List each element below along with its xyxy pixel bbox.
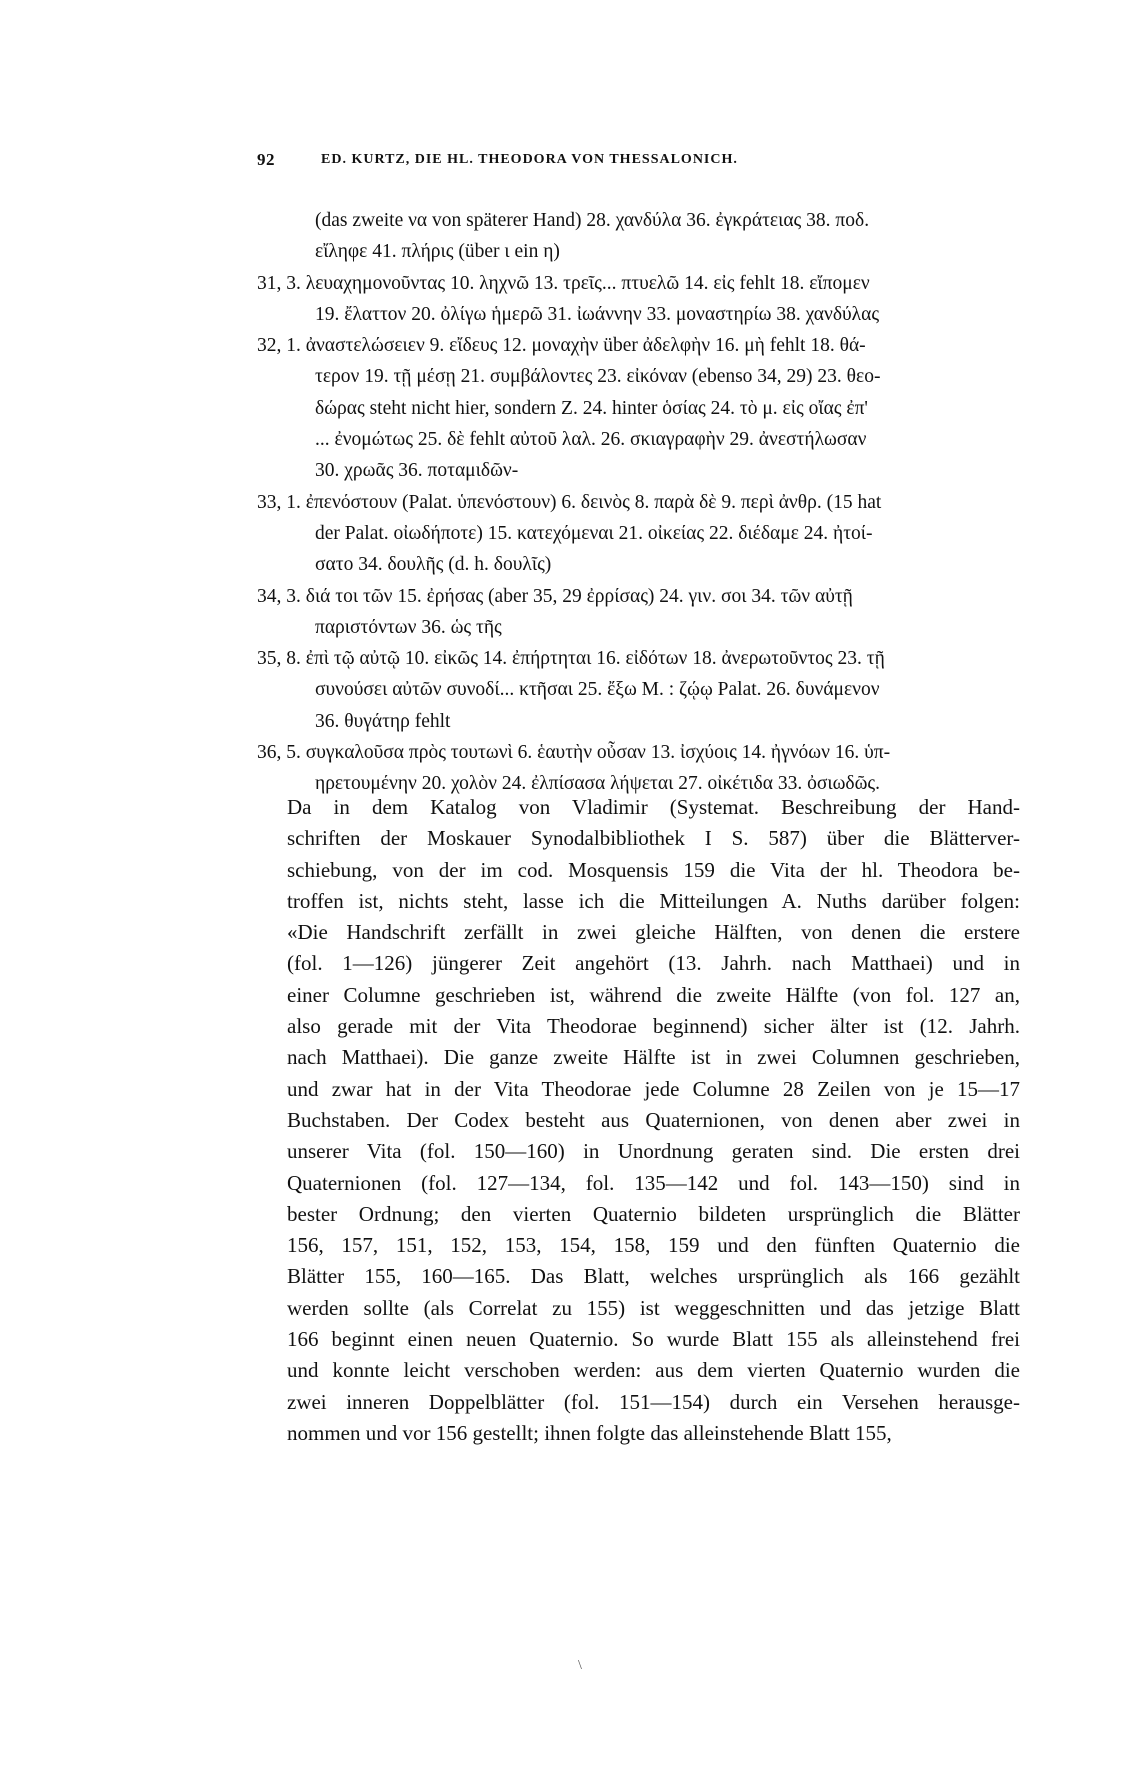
apparatus-line: 33, 1. ἐπενόστουν (Palat. ὑπενόστουν) 6. δεινὸς 8. παρὰ δὲ 9. περὶ ἀνθρ. (15 hat [257, 491, 882, 513]
body-line: zwei inneren Doppelblätter (fol. 151—154) durch ein Versehen herausge- [287, 1389, 1020, 1414]
apparatus-line: 32, 1. ἀναστελώσειεν 9. εἴδευς 12. μοναχὴν über ἀδελφὴν 16. μὴ fehlt 18. θά- [257, 335, 866, 357]
apparatus-line: ... ἐνομώτως 25. δὲ fehlt αὐτοῦ λαλ. 26. σκιαγραφὴν 29. ἀνεστήλωσαν [315, 429, 867, 451]
body-line: 156, 157, 151, 152, 153, 154, 158, 159 und den fünften Quaternio die [287, 1233, 1020, 1258]
body-line: Da in dem Katalog von Vladimir (Systemat. Beschreibung der Hand- [287, 795, 1020, 819]
apparatus-line: der Palat. οἰωδήποτε) 15. κατεχόμεναι 21. οἰκείας 22. διέδαμε 24. ἠτοί- [315, 522, 873, 544]
apparatus-entry [257, 487, 1021, 581]
body-line: schiebung, von der im cod. Mosquensis 159 die Vita der hl. Theodora be- [287, 857, 1020, 882]
apparatus-line: εἴληφε 41. πλήρις (über ι ein η) [315, 241, 560, 263]
body-line: einer Columne geschrieben ist, während die zweite Hälfte (von fol. 127 an, [287, 982, 1020, 1007]
apparatus-line: ηρετουμένην 20. χολὸν 24. ἐλπίσασα λήψεται 27. οἰκέτιδα 33. ὀσιωδῶς. [315, 773, 881, 795]
apparatus-line: δώρας steht nicht hier, sondern Z. 24. hinter ὁσίας 24. τὸ μ. εἰς οἴας ἐπ' [315, 397, 868, 419]
running-title: ED. KURTZ, DIE HL. THEODORA VON THESSALONICH. [321, 152, 738, 167]
body-line: und zwar hat in der Vita Theodorae jede Columne 28 Zeilen von je 15—17 [287, 1076, 1020, 1101]
body-line: unserer Vita (fol. 150—160) in Unordnung geraten sind. Die ersten drei [287, 1139, 1020, 1164]
page-number: 92 [257, 150, 275, 169]
apparatus-line: 19. ἔλαττον 20. ὀλίγω ἡμερῶ 31. ἰωάννην 33. μοναστηρίω 38. χανδύλας [315, 303, 880, 325]
body-line: nach Matthaei). Die ganze zweite Hälfte ist in zwei Columnen geschrieben, [287, 1045, 1020, 1070]
stray-mark: \ [578, 1658, 582, 1673]
apparatus-line: 30. χρωᾶς 36. ποταμιδῶν- [315, 460, 519, 482]
body-line: werden sollte (als Correlat zu 155) ist weggeschnitten und das jetzige Blatt [287, 1295, 1020, 1320]
apparatus-line: 34, 3. διά τοι τῶν 15. ἐρήσας (aber 35, 29 ἐρρίσας) 24. γιν. σοι 34. τῶν αὐτῇ [257, 585, 853, 607]
body-line: schriften der Moskauer Synodalbibliothek I S. 587) über die Blätterver- [287, 826, 1020, 851]
apparatus-line: τερον 19. τῇ μέσῃ 21. συμβάλοντες 23. εἰκόναν (ebenso 34, 29) 23. θεο- [315, 366, 881, 388]
body-line: 166 beginnt einen neuen Quaternio. So wurde Blatt 155 als alleinstehend frei [287, 1327, 1020, 1352]
body-line: nommen und vor 156 gestellt; ihnen folgte das alleinstehende Blatt 155, [287, 1420, 892, 1445]
body-line: «Die Handschrift zerfällt in zwei gleiche Hälften, von denen die erstere [287, 920, 1020, 945]
body-line: bester Ordnung; den vierten Quaternio bildeten ursprünglich die Blätter [287, 1201, 1020, 1226]
apparatus-line: 31, 3. λευαχημονοῦντας 10. ληχνῶ 13. τρεῖς... πτυελῶ 14. εἰς fehlt 18. εἴπομεν [257, 272, 870, 294]
apparatus-line: παριστόντων 36. ὡς τῆς [315, 616, 502, 638]
body-line: Buchstaben. Der Codex besteht aus Quaternionen, von denen aber zwei in [287, 1107, 1020, 1132]
apparatus-entry [257, 205, 1021, 268]
body-line: Quaternionen (fol. 127—134, fol. 135—142 und fol. 143—150) sind in [287, 1170, 1020, 1195]
apparatus-line: 35, 8. ἐπὶ τῷ αὐτῷ 10. εἰκῶς 14. ἐπήρτηται 16. εἰδότων 18. ἀνερωτοῦντος 23. τῇ [257, 648, 885, 670]
apparatus-entry [257, 268, 1021, 331]
apparatus-entry [257, 330, 1021, 486]
body-paragraph [287, 792, 1020, 1449]
body-line: Blätter 155, 160—165. Das Blatt, welches ursprünglich als 166 gezählt [287, 1264, 1020, 1289]
apparatus-entry [257, 643, 1021, 737]
body-line: und konnte leicht verschoben werden: aus dem vierten Quaternio wurden die [287, 1358, 1020, 1383]
apparatus-line: σατο 34. δουλῆς (d. h. δουλῖς) [315, 554, 552, 576]
body-line: (fol. 1—126) jüngerer Zeit angehört (13. Jahrh. nach Matthaei) und in [287, 951, 1020, 976]
body-line: troffen ist, nichts steht, lasse ich die Mitteilungen A. Nuths darüber folgen: [287, 888, 1020, 913]
apparatus-line: συνούσει αὐτῶν συνοδί... κτῆσαι 25. ἔξω M. : ζῴῳ Palat. 26. δυνάμενον [315, 679, 880, 701]
apparatus-line: 36. θυγάτηρ fehlt [315, 710, 451, 732]
critical-apparatus [257, 205, 1021, 800]
apparatus-line: 36, 5. συγκαλοῦσα πρὸς τουτωνὶ 6. ἑαυτὴν οὖσαν 13. ἰσχύοις 14. ἠγνόων 16. ὑπ- [257, 742, 891, 764]
apparatus-line: (das zweite να von späterer Hand) 28. χανδύλα 36. ἐγκράτειας 38. ποδ. [315, 210, 870, 231]
apparatus-entry [257, 581, 1021, 644]
apparatus-entry [257, 737, 1021, 800]
body-line: also gerade mit der Vita Theodorae beginnend) sicher älter ist (12. Jahrh. [287, 1014, 1020, 1039]
